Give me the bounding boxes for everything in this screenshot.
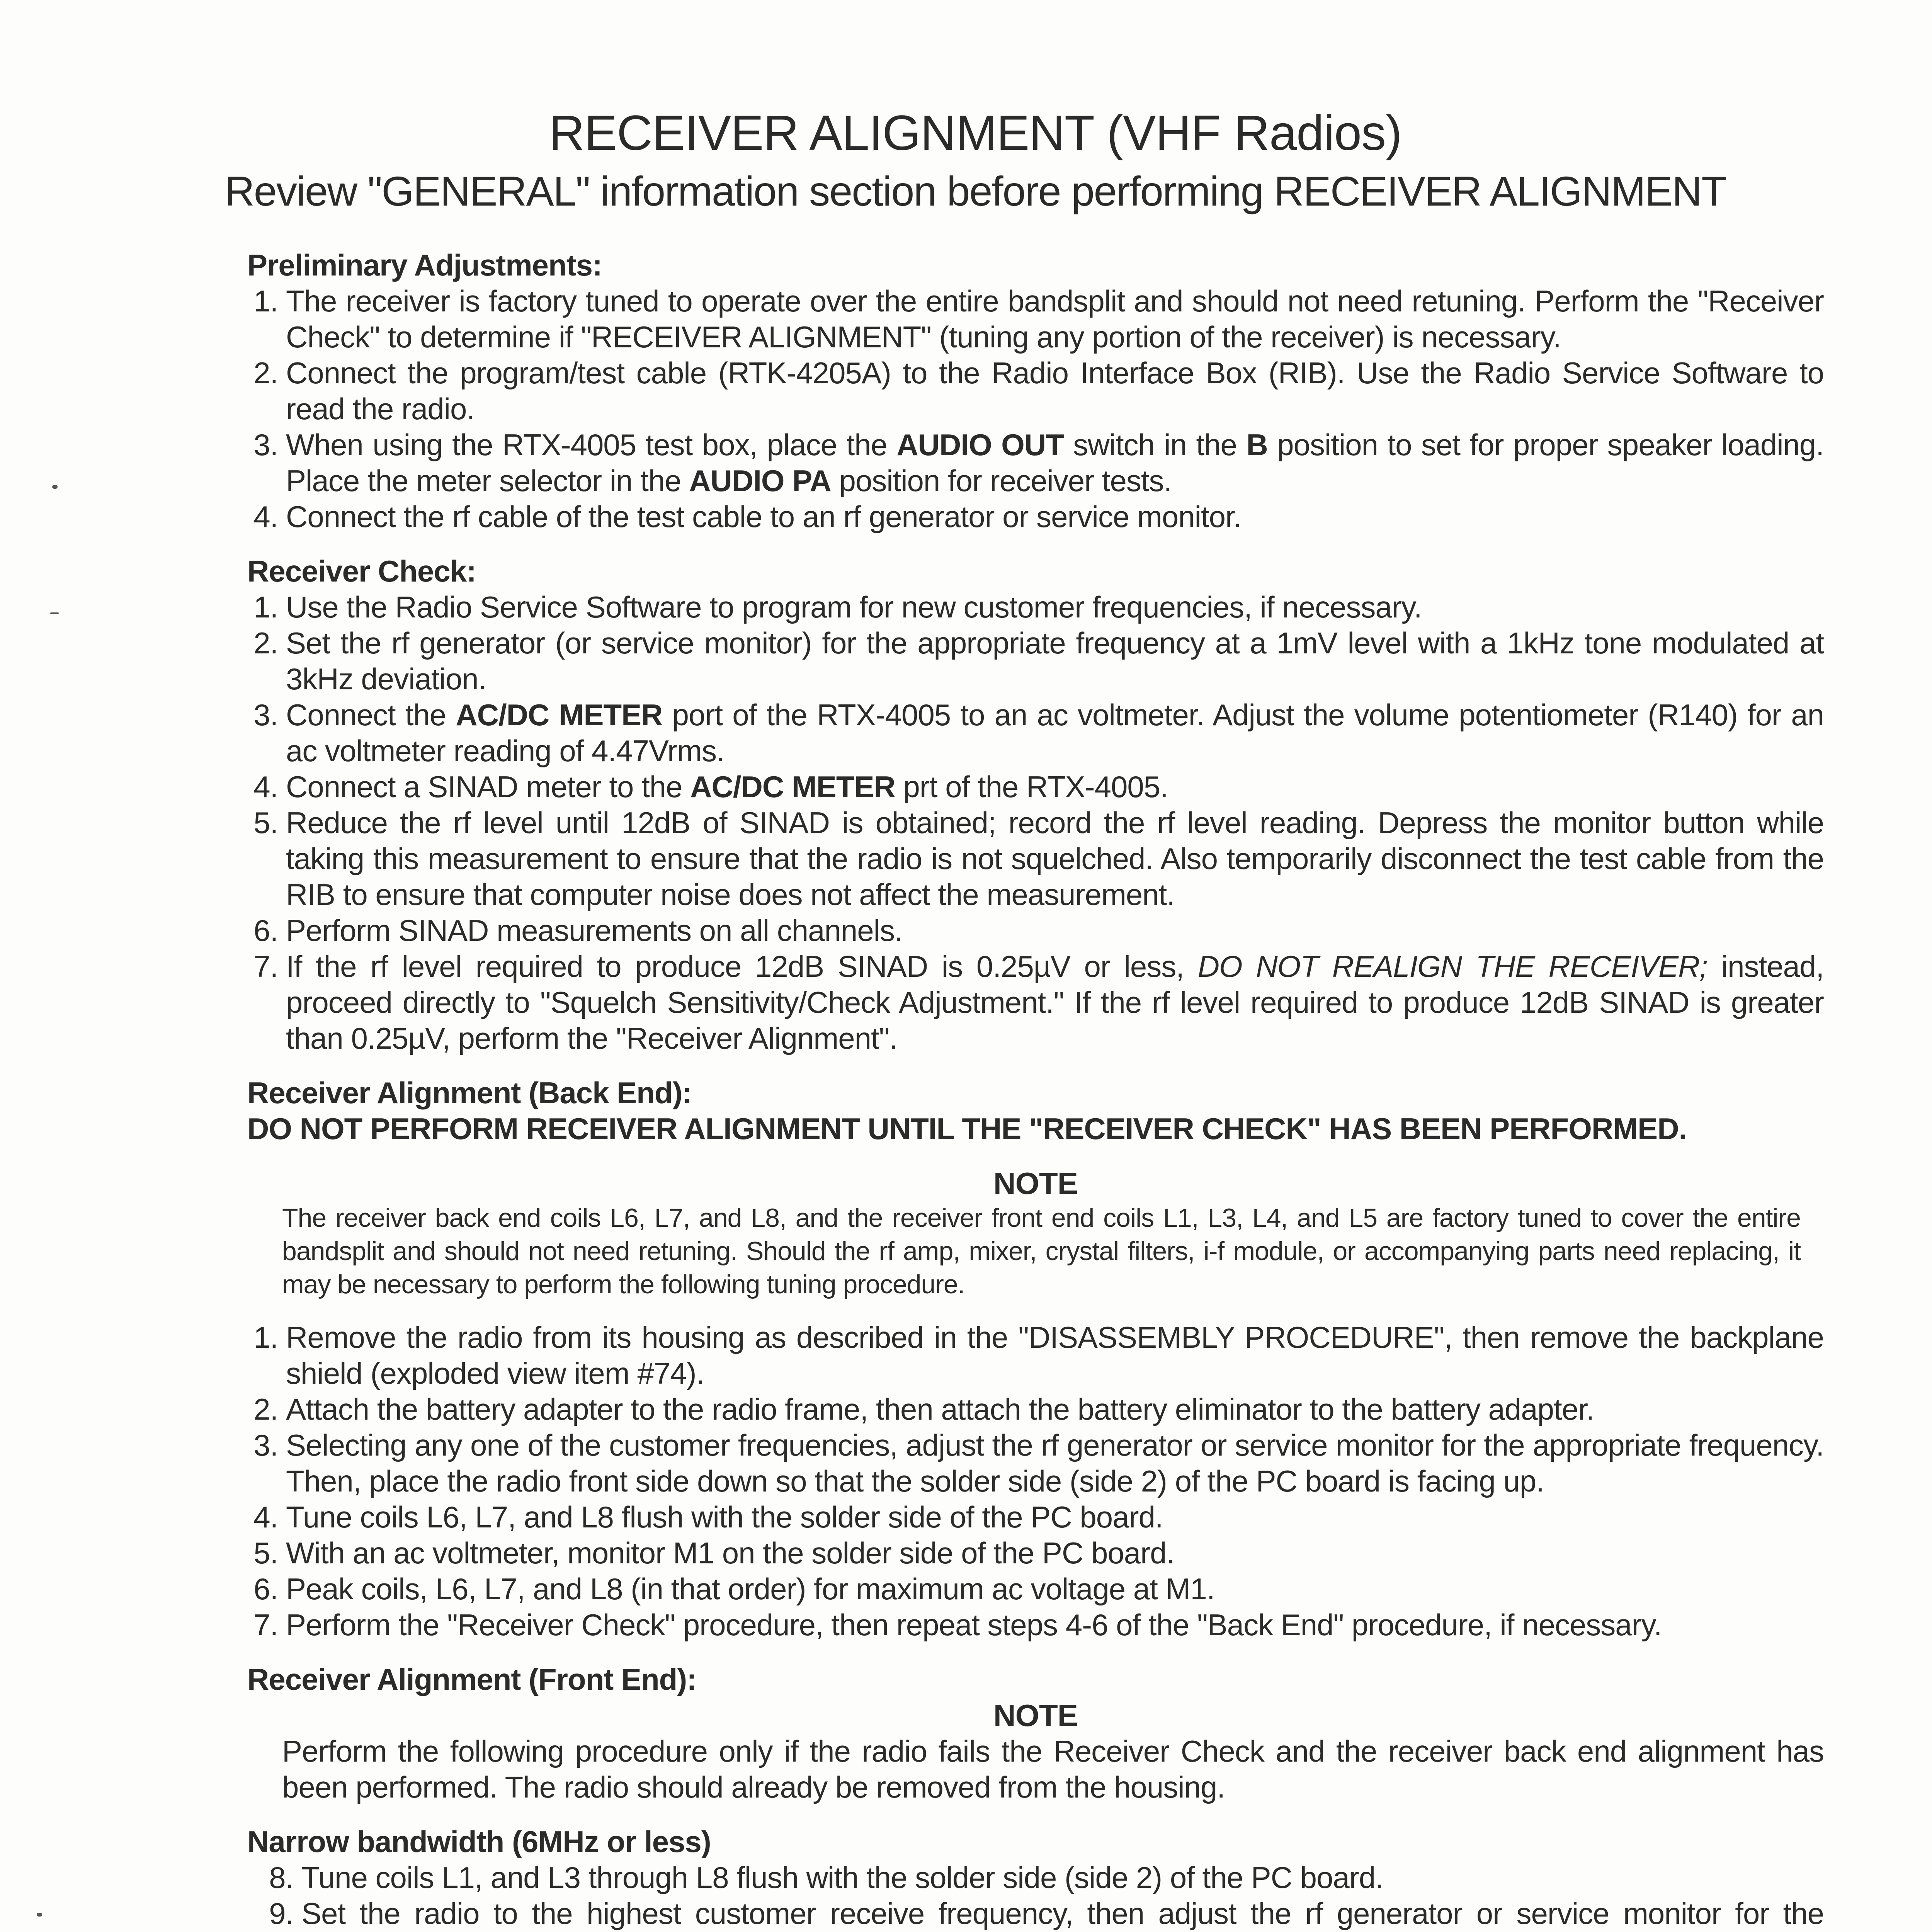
list-item: 1. The receiver is factory tuned to operate over the entire bandsplit and should not need retuning. Perform the "Receiver Check" to determine if "RECEIVER ALIGNMENT" (tuning any portion of the receiver) is necessary. [286, 283, 1824, 355]
check-list [247, 589, 1824, 1056]
list-item: 4. Connect the rf cable of the test cable to an rf generator or service monitor. [286, 499, 1824, 535]
list-item: 4. Connect a SINAD meter to the AC/DC METER prt of the RTX-4005. [286, 769, 1824, 805]
note-title: NOTE [993, 1166, 1078, 1201]
page-subtitle: Review "GENERAL" information section before performing RECEIVER ALIGNMENT [224, 168, 1726, 214]
list-item: 1. Remove the radio from its housing as described in the "DISASSEMBLY PROCEDURE", then remove the backplane shield (exploded view item #74). [286, 1320, 1824, 1391]
narrow-list [247, 1860, 1824, 1932]
list-item: 2. Set the rf generator (or service monitor) for the appropriate frequency at a 1mV level with a 1kHz tone modulated at 3kHz deviation. [286, 625, 1824, 697]
list-item: 6. Perform SINAD measurements on all channels. [286, 913, 1824, 949]
list-item: 2. Attach the battery adapter to the radio frame, then attach the battery eliminator to the battery adapter. [286, 1391, 1824, 1427]
note-text: The receiver back end coils L6, L7, and L8, and the receiver front end coils L1, L3, L4, and L5 are factory tuned to cover the entire bandsplit and should not need retuning. Should the rf amp, mixer, crystal filters, i-f module, or accompanying parts need replacing, it may be necessary to perform the following tuning procedure. [282, 1203, 1801, 1299]
list-item: 6. Peak coils, L6, L7, and L8 (in that order) for maximum ac voltage at M1. [286, 1571, 1824, 1607]
page-title: RECEIVER ALIGNMENT (VHF Radios) [549, 105, 1402, 161]
back-end-list [247, 1320, 1824, 1643]
narrow-heading: Narrow bandwidth (6MHz or less) [247, 1825, 711, 1859]
list-item: 5. Reduce the rf level until 12dB of SINAD is obtained; record the rf level reading. Depress the monitor button while taking this measurement to ensure that the radio is not squelched. Also temporarily disconnect the test cable from the RIB to ensure that computer noise does not affect the measurement. [286, 805, 1824, 913]
scan-speck [37, 1913, 42, 1917]
list-item: 3. Connect the AC/DC METER port of the RTX-4005 to an ac voltmeter. Adjust the volume potentiometer (R140) for an ac voltmeter reading of 4.47Vrms. [286, 697, 1824, 769]
list-item: 5. With an ac voltmeter, monitor M1 on the solder side of the PC board. [286, 1535, 1824, 1571]
page-content [247, 247, 1824, 1932]
list-item: 7. Perform the "Receiver Check" procedure, then repeat steps 4-6 of the "Back End" procedure, if necessary. [286, 1607, 1824, 1643]
back-end-warning: DO NOT PERFORM RECEIVER ALIGNMENT UNTIL THE "RECEIVER CHECK" HAS BEEN PERFORMED. [247, 1112, 1687, 1146]
list-item: 3. Selecting any one of the customer frequencies, adjust the rf generator or service monitor for the appropriate frequency. Then, place the radio front side down so that the solder side (side 2) of the PC board is facing up. [286, 1427, 1824, 1499]
front-end-heading: Receiver Alignment (Front End): [247, 1662, 697, 1696]
preliminary-list [247, 283, 1824, 535]
list-item: 3. When using the RTX-4005 test box, place the AUDIO OUT switch in the B position to set for proper speaker loading. Place the meter selector in the AUDIO PA position for receiver tests. [286, 427, 1824, 499]
note-title: NOTE [993, 1698, 1078, 1733]
list-item: 8. Tune coils L1, and L3 through L8 flush with the solder side (side 2) of the PC board. [301, 1860, 1824, 1896]
list-item: 4. Tune coils L6, L7, and L8 flush with the solder side of the PC board. [286, 1499, 1824, 1535]
scan-speck [50, 612, 59, 614]
scan-speck [52, 485, 58, 489]
check-heading: Receiver Check: [247, 554, 476, 588]
list-item: 9. Set the radio to the highest customer receive frequency, then adjust the rf generator or service monitor for the [301, 1896, 1824, 1932]
list-item: 7. If the rf level required to produce 12dB SINAD is 0.25µV or less, DO NOT REALIGN THE RECEIVER; instead, proceed directly to "Squelch Sensitivity/Check Adjustment." If the rf level required to produce 12dB SINAD is greater than 0.25µV, perform the "Receiver Alignment". [286, 949, 1824, 1056]
list-item: 2. Connect the program/test cable (RTK-4205A) to the Radio Interface Box (RIB). Use the Radio Service Software to read the radio. [286, 355, 1824, 427]
back-end-heading: Receiver Alignment (Back End): [247, 1076, 692, 1110]
preliminary-heading: Preliminary Adjustments: [247, 248, 602, 282]
note-text: Perform the following procedure only if the radio fails the Receiver Check and the receiver back end alignment has been performed. The radio should already be removed from the housing. [282, 1734, 1824, 1804]
list-item: 1. Use the Radio Service Software to program for new customer frequencies, if necessary. [286, 589, 1824, 625]
